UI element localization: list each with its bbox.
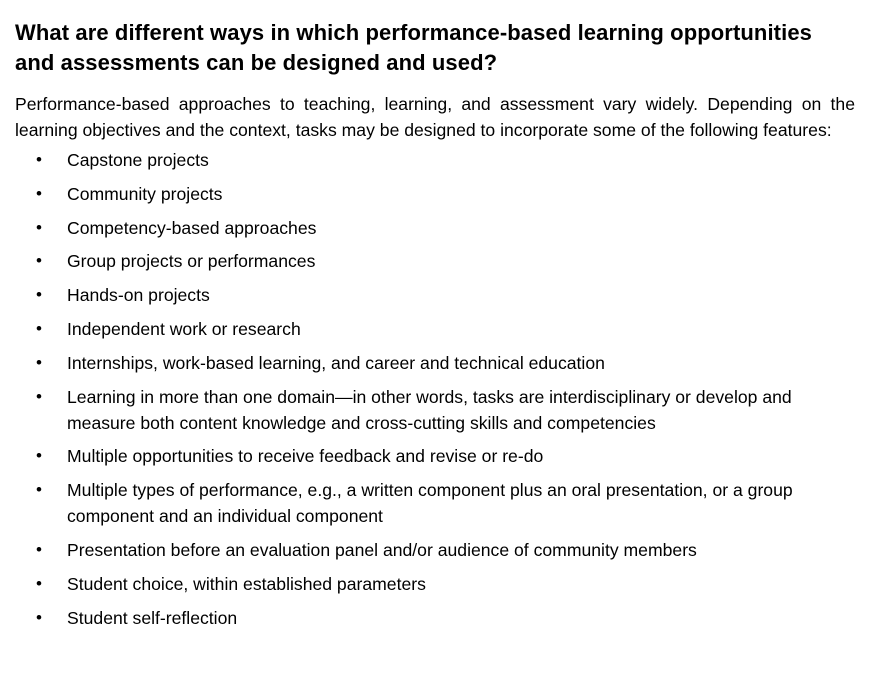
list-item-text: Hands-on projects bbox=[67, 285, 210, 306]
list-item-text: Multiple types of performance, e.g., a written component plus an oral presentation, or a group component and an individual component bbox=[67, 480, 793, 527]
list-item-text: Student self-reflection bbox=[67, 607, 238, 628]
list-item bbox=[15, 605, 855, 631]
list-item bbox=[15, 443, 855, 469]
list-item-text: Internships, work-based learning, and career and technical education bbox=[67, 352, 605, 373]
bullet-icon: • bbox=[36, 217, 42, 237]
list-item bbox=[15, 248, 855, 274]
list-item bbox=[15, 571, 855, 597]
features-list bbox=[15, 147, 855, 631]
list-item-text: Competency-based approaches bbox=[67, 217, 317, 238]
list-item bbox=[15, 477, 855, 529]
list-item bbox=[15, 215, 855, 241]
bullet-icon: • bbox=[36, 573, 42, 593]
list-item-text: Presentation before an evaluation panel and/or audience of community members bbox=[67, 539, 697, 560]
list-item bbox=[15, 147, 855, 173]
section-heading: What are different ways in which performance-based learning opportunities and assessments can be designed and used? bbox=[15, 20, 812, 75]
list-item bbox=[15, 384, 855, 436]
intro-paragraph: Performance-based approaches to teaching, learning, and assessment vary widely. Depending on the learning objectives and the context, tasks may be designed to incorporate some of the following features: bbox=[15, 94, 855, 140]
bullet-icon: • bbox=[36, 480, 42, 500]
list-item-text: Multiple opportunities to receive feedback and revise or re-do bbox=[67, 446, 544, 467]
bullet-icon: • bbox=[36, 386, 42, 406]
bullet-icon: • bbox=[36, 539, 42, 559]
list-item-text: Group projects or performances bbox=[67, 251, 316, 272]
bullet-icon: • bbox=[36, 352, 42, 372]
list-item-text: Student choice, within established parameters bbox=[67, 573, 426, 594]
list-item bbox=[15, 537, 855, 563]
list-item bbox=[15, 350, 855, 376]
bullet-icon: • bbox=[36, 285, 42, 305]
bullet-icon: • bbox=[36, 183, 42, 203]
list-item bbox=[15, 316, 855, 342]
bullet-icon: • bbox=[36, 150, 42, 169]
list-item bbox=[15, 282, 855, 308]
bullet-icon: • bbox=[36, 318, 42, 338]
list-item-text: Learning in more than one domain—in other words, tasks are interdisciplinary or develop and measure both content knowledge and cross-cutting skills and competencies bbox=[67, 386, 792, 433]
list-item bbox=[15, 181, 855, 207]
bullet-icon: • bbox=[36, 251, 42, 271]
bullet-icon: • bbox=[36, 446, 42, 466]
document-page bbox=[15, 18, 855, 638]
list-item-text: Capstone projects bbox=[67, 150, 209, 170]
list-item-text: Independent work or research bbox=[67, 318, 301, 339]
list-item-text: Community projects bbox=[67, 183, 223, 204]
bullet-icon: • bbox=[36, 607, 42, 627]
